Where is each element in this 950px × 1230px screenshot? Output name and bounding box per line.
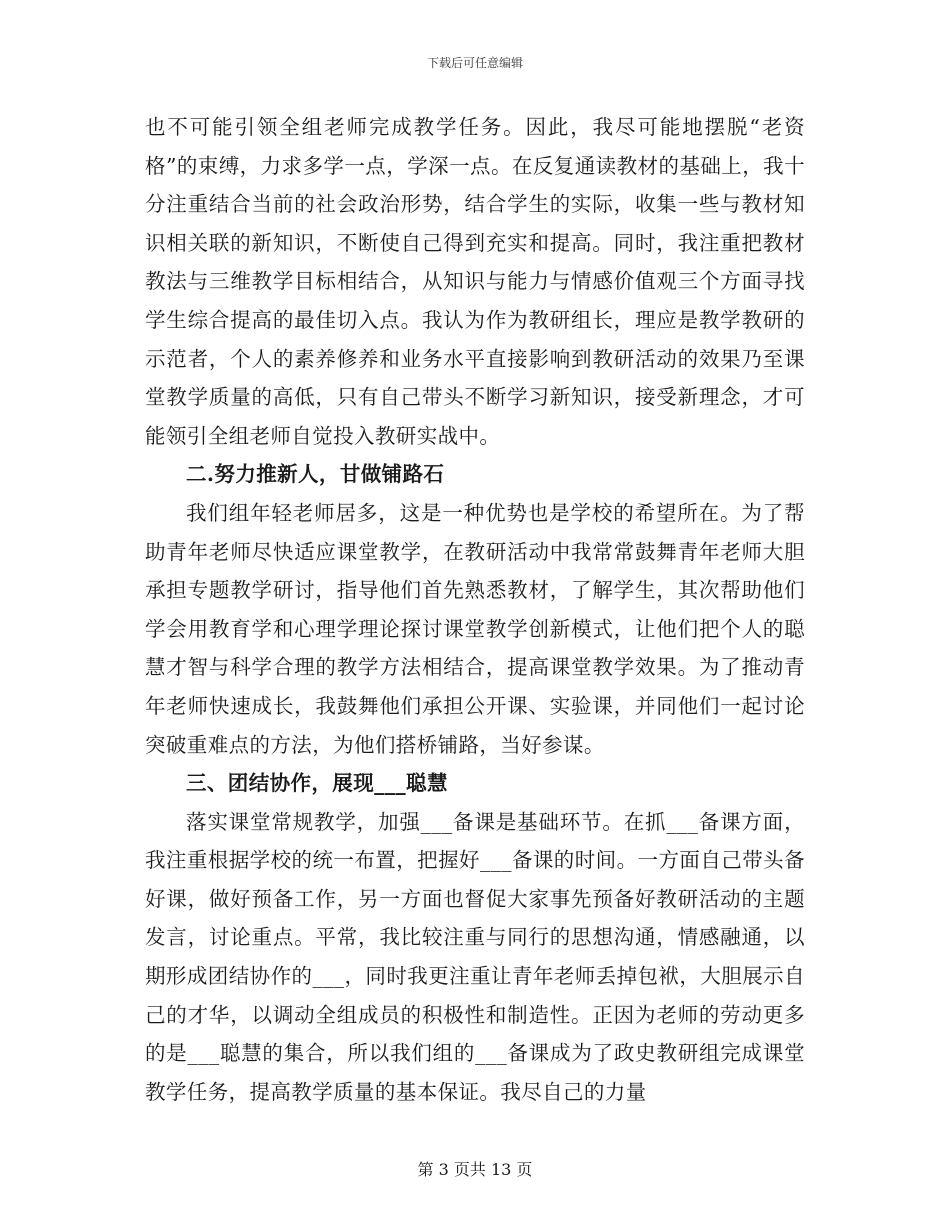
document-body	[145, 108, 805, 1111]
paragraph-section-3: 落实课堂常规教学，加强___备课是基础环节。在抓___备课方面，我注重根据学校的统一布置，把握好___备课的时间。一方面自己带头备好课，做好预备工作，另一方面也督促大家事先预备好教研活动的主题发言，讨论重点。平常，我比较注重与同行的思想沟通，情感融通，以期形成团结协作的___，同时我更注重让青年老师丢掉包袱，大胆展示自己的才华，以调动全组成员的积极性和制造性。正因为老师的劳动更多的是___聪慧的集合，所以我们组的___备课成为了政史教研组完成课堂教学任务，提高教学质量的基本保证。我尽自己的力量	[145, 809, 805, 1104]
paragraph-continuation: 也不可能引领全组老师完成教学任务。因此，我尽可能地摆脱“老资格”的束缚，力求多学一点，学深一点。在反复通读教材的基础上，我十分注重结合当前的社会政治形势，结合学生的实际，收集一些与教材知识相关联的新知识，不断使自己得到充实和提高。同时，我注重把教材教法与三维教学目标相结合，从知识与能力与情感价值观三个方面寻找学生综合提高的最佳切入点。我认为作为教研组长，理应是教学教研的示范者，个人的素养修养和业务水平直接影响到教研活动的效果乃至课堂教学质量的高低，只有自己带头不断学习新知识，接受新理念，才可能领引全组老师自觉投入教研实战中。	[145, 115, 805, 448]
paragraph-section-2: 我们组年轻老师居多，这是一种优势也是学校的希望所在。为了帮助青年老师尽快适应课堂教学，在教研活动中我常常鼓舞青年老师大胆承担专题教学研讨，指导他们首先熟悉教材，了解学生，其次帮助他们学会用教育学和心理学理论探讨课堂教学创新模式，让他们把个人的聪慧才智与科学合理的教学方法相结合，提高课堂教学效果。为了推动青年老师快速成长，我鼓舞他们承担公开课、实验课，并同他们一起讨论突破重难点的方法，为他们搭桥铺路，当好参谋。	[145, 500, 805, 757]
section-heading-3: 三、团结协作，展现___聪慧	[186, 771, 448, 796]
page-header-note: 下载后可任意编辑	[426, 56, 523, 70]
section-heading-2: 二.努力推新人，甘做铺路石	[186, 462, 445, 487]
page-number: 第 3 页共 13 页	[417, 1160, 533, 1179]
